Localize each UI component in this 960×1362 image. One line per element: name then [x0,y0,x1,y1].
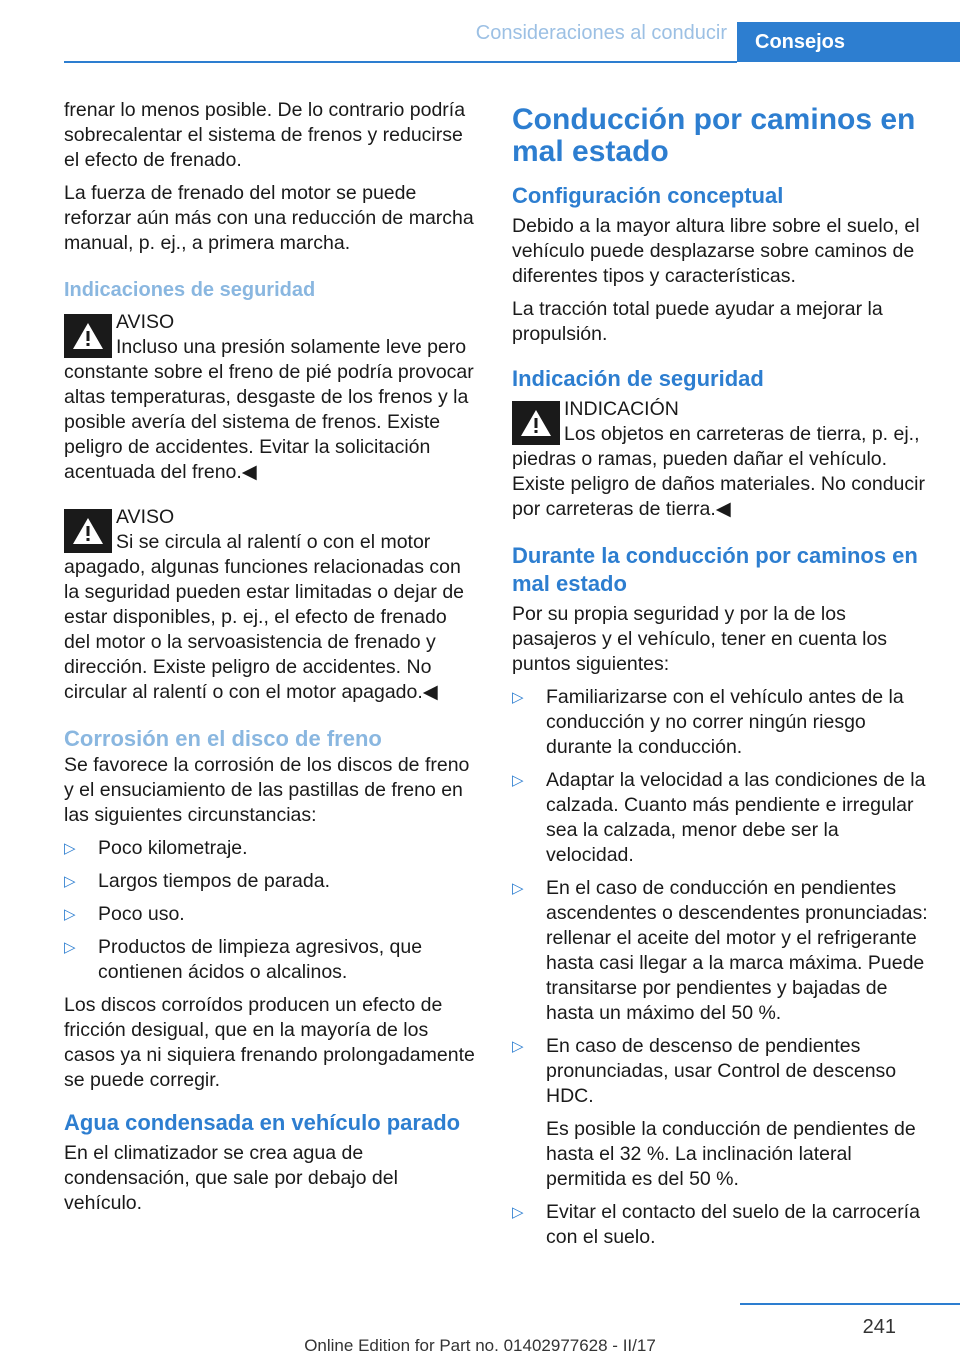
paragraph: La fuerza de frenado del motor se puede reforzar aún más con una reducción de marcha manual, p. ej., a primera marcha. [64,182,474,254]
list-item-note: Es posible la conducción de pendientes de hasta el 32 %. La inclinación lateral permitida es del 50 %. [546,1118,916,1190]
list-item: ▷ Largos tiempos de parada. [64,870,330,892]
list-item: ▷ Poco kilometraje. [64,837,248,859]
list-item: ▷ Evitar el contacto del suelo de la carrocería con el suelo. [512,1201,920,1248]
left-column [64,98,478,1224]
header-rule [64,61,737,63]
corrosion-list [64,836,478,985]
paragraph: En el climatizador se crea agua de condensación, que sale por debajo del vehículo. [64,1142,398,1214]
paragraph: La tracción total puede ayudar a mejorar la propulsión. [512,298,883,345]
note-label: INDICACIÓN [564,398,679,420]
footer-rule [740,1303,960,1305]
bullet-triangle-icon: ▷ [64,939,76,956]
bullet-triangle-icon: ▷ [512,880,524,897]
note-block [512,397,928,522]
list-item: ▷ Productos de limpieza agresivos, que contienen ácidos o alcalinos. [64,936,423,983]
bullet-triangle-icon: ▷ [512,689,524,706]
bullet-triangle-icon: ▷ [512,1204,524,1221]
concept-heading: Configuración conceptual [512,183,784,208]
warning-triangle-icon [512,401,560,445]
warning-triangle-icon [64,314,112,358]
warning-block [64,505,478,705]
safety-heading: Indicación de seguridad [512,366,764,391]
list-item: ▷ Poco uso. [64,903,185,925]
paragraph: frenar lo menos posible. De lo contrario podría sobrecalentar el sistema de frenos y reducirse el efecto de frenado. [64,99,466,171]
bullet-triangle-icon: ▷ [512,1038,524,1055]
warning-label: AVISO [116,506,175,528]
right-column [512,104,928,1258]
page-title: Conducción por caminos en mal estado [512,103,916,168]
water-heading: Agua condensada en vehículo parado [64,1110,461,1135]
warning-label: AVISO [116,311,175,333]
paragraph: Por su propia seguridad y por la de los pasajeros y el vehículo, tener en cuenta los puntos siguientes: [512,603,888,675]
section-title: Consideraciones al conducir [475,22,727,44]
bullet-triangle-icon: ▷ [512,772,524,789]
note-text: Los objetos en carreteras de tierra, p. ej., piedras o ramas, pueden dañar el vehículo. Existe peligro de daños materiales. No conducir por carreteras de tierra.◀ [512,423,925,520]
list-item: ▷ En caso de descenso de pendientes pronunciadas, usar Control de descenso HDC. Es posible la conducción de pendientes de hasta el 32 %. La inclinación lateral permitida es del 50 %. [512,1034,928,1192]
warning-text: Incluso una presión solamente leve pero constante sobre el freno de pié podría provocar altas temperaturas, desgaste de los frenos y la posible avería del sistema de frenos. Existe peligro de accidentes. Evitar la solicitación acentuada del freno.◀ [64,336,474,483]
warning-text: Si se circula al ralentí o con el motor apagado, algunas funciones relacionadas con la seguridad pueden estar limitadas o dejar de estar disponibles, p. ej., el efecto de frenado del motor o la servoasistencia de frenado y dirección. Existe peligro de accidentes. No circular al ralentí o con el motor apagado.◀ [64,531,465,703]
paragraph: Debido a la mayor altura libre sobre el suelo, el vehículo puede desplazarse sobre caminos de diferentes tipos y características. [512,215,920,287]
edition-footer: Online Edition for Part no. 01402977628 - II/17 [304,1336,656,1355]
warning-block [64,310,478,485]
corrosion-heading: Corrosión en el disco de freno [64,726,382,751]
driving-tips-list [512,685,928,1250]
during-heading: Durante la conducción por caminos en mal estado [512,543,918,596]
warning-triangle-icon [64,509,112,553]
list-item: ▷ Familiarizarse con el vehículo antes de la conducción y no correr ningún riesgo durante la conducción. [512,686,904,758]
page-number: 241 [862,1316,896,1338]
chapter-tab: Consejos [737,22,960,62]
page-header [0,0,960,64]
bullet-triangle-icon: ▷ [64,873,76,890]
bullet-triangle-icon: ▷ [64,906,76,923]
bullet-triangle-icon: ▷ [64,840,76,857]
paragraph: Se favorece la corrosión de los discos de freno y el ensuciamiento de las pastillas de freno en las siguientes circunstancias: [64,754,470,826]
list-item: ▷ Adaptar la velocidad a las condiciones de la calzada. Cuanto más pendiente e irregular sea la calzada, menor debe ser la velocidad. [512,769,926,866]
safety-heading: Indicaciones de seguridad [64,279,316,301]
paragraph: Los discos corroídos producen un efecto de fricción desigual, que en la mayoría de los casos ya ni siquiera frenando prolongadamente se puede corregir. [64,994,475,1091]
list-item: ▷ En el caso de conducción en pendientes ascendentes o descendentes pronunciadas: rellenar el aceite del motor y el refrigerante hasta casi llegar a la marca máxima. Puede transitarse por pendientes y bajadas de hasta un máximo del 50 %. [512,877,928,1024]
